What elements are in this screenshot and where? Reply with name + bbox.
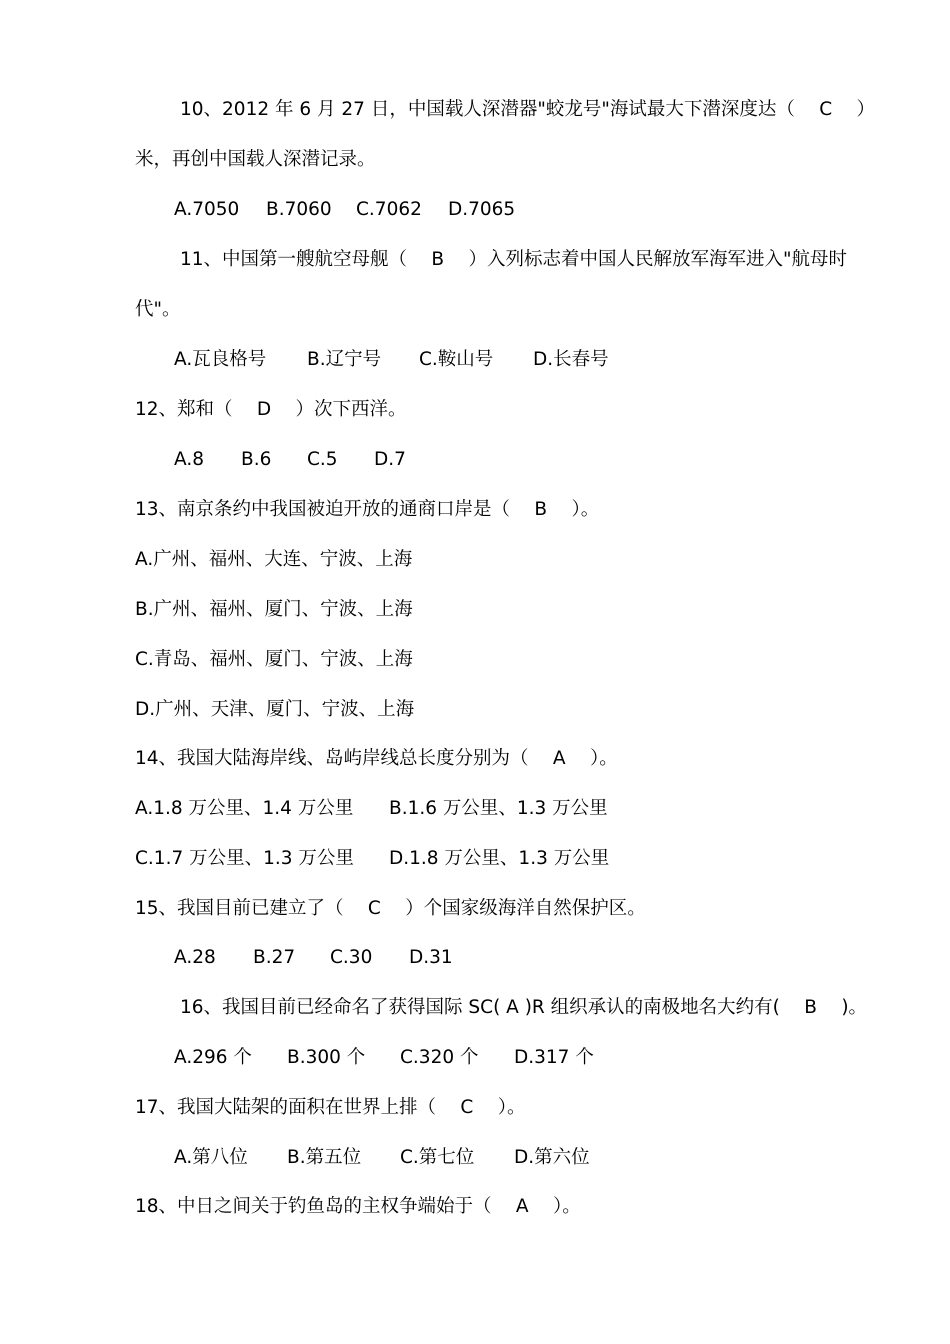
option-b: B.300 个 <box>287 1047 366 1068</box>
question-17: 17、我国大陆架的面积在世界上排（ C ）。 <box>135 1097 526 1118</box>
question-12: 12、郑和（ D ）次下西洋。 <box>135 399 407 420</box>
question-14-options-row-2 <box>135 846 609 872</box>
option-c: C.第七位 <box>400 1147 475 1168</box>
question-14-options-row-1 <box>135 796 608 822</box>
question-10-line-2: 米，再创中国载人深潜记录。 <box>135 149 376 170</box>
option-b: B.7060 <box>266 199 332 220</box>
option-b: B.1.6 万公里、1.3 万公里 <box>389 798 608 819</box>
option-a: A.8 <box>174 449 204 470</box>
question-17-options <box>174 1145 590 1171</box>
option-b: B.辽宁号 <box>307 349 382 370</box>
question-13-option-b: B.广州、福州、厦门、宁波、上海 <box>135 599 413 620</box>
option-a: A.瓦良格号 <box>174 349 267 370</box>
question-13-option-d: D.广州、天津、厦门、宁波、上海 <box>135 699 415 720</box>
option-b: B.27 <box>253 947 296 968</box>
option-c: C.1.7 万公里、1.3 万公里 <box>135 848 354 869</box>
option-b: B.第五位 <box>287 1147 362 1168</box>
question-16: 16、我国目前已经命名了获得国际 SC( A )R 组织承认的南极地名大约有( B )。 <box>180 997 868 1018</box>
option-a: A.28 <box>174 947 216 968</box>
option-a: A.7050 <box>174 199 240 220</box>
option-d: D.7065 <box>448 199 516 220</box>
question-10-line-1: 10、2012 年 6 月 27 日，中国载人深潜器"蛟龙号"海试最大下潜深度达（ C ） <box>180 99 876 120</box>
question-18: 18、中日之间关于钓鱼岛的主权争端始于（ A ）。 <box>135 1196 581 1217</box>
question-13-option-a: A.广州、福州、大连、宁波、上海 <box>135 549 413 570</box>
option-d: D.长春号 <box>533 349 609 370</box>
question-14: 14、我国大陆海岸线、岛屿岸线总长度分别为（ A ）。 <box>135 748 618 769</box>
option-d: D.31 <box>409 947 453 968</box>
option-d: D.7 <box>374 449 406 470</box>
option-c: C.320 个 <box>400 1047 479 1068</box>
question-15-options <box>174 945 453 971</box>
question-13-option-c: C.青岛、福州、厦门、宁波、上海 <box>135 649 413 670</box>
option-d: D.1.8 万公里、1.3 万公里 <box>389 848 610 869</box>
option-c: C.7062 <box>356 199 422 220</box>
option-a: A.第八位 <box>174 1147 248 1168</box>
option-c: C.5 <box>307 449 338 470</box>
question-10-options <box>174 197 515 223</box>
question-13: 13、南京条约中我国被迫开放的通商口岸是（ B ）。 <box>135 499 600 520</box>
option-b: B.6 <box>241 449 272 470</box>
question-11-options <box>174 347 609 373</box>
option-d: D.第六位 <box>514 1147 590 1168</box>
option-c: C.鞍山号 <box>419 349 494 370</box>
question-16-options <box>174 1045 594 1071</box>
option-d: D.317 个 <box>514 1047 594 1068</box>
question-11-line-2: 代"。 <box>135 299 181 320</box>
option-a: A.296 个 <box>174 1047 252 1068</box>
option-a: A.1.8 万公里、1.4 万公里 <box>135 798 354 819</box>
question-15: 15、我国目前已建立了（ C ）个国家级海洋自然保护区。 <box>135 898 646 919</box>
option-c: C.30 <box>330 947 373 968</box>
question-11-line-1: 11、中国第一艘航空母舰（ B ）入列标志着中国人民解放军海军进入"航母时 <box>180 249 848 270</box>
question-12-options <box>174 447 406 473</box>
